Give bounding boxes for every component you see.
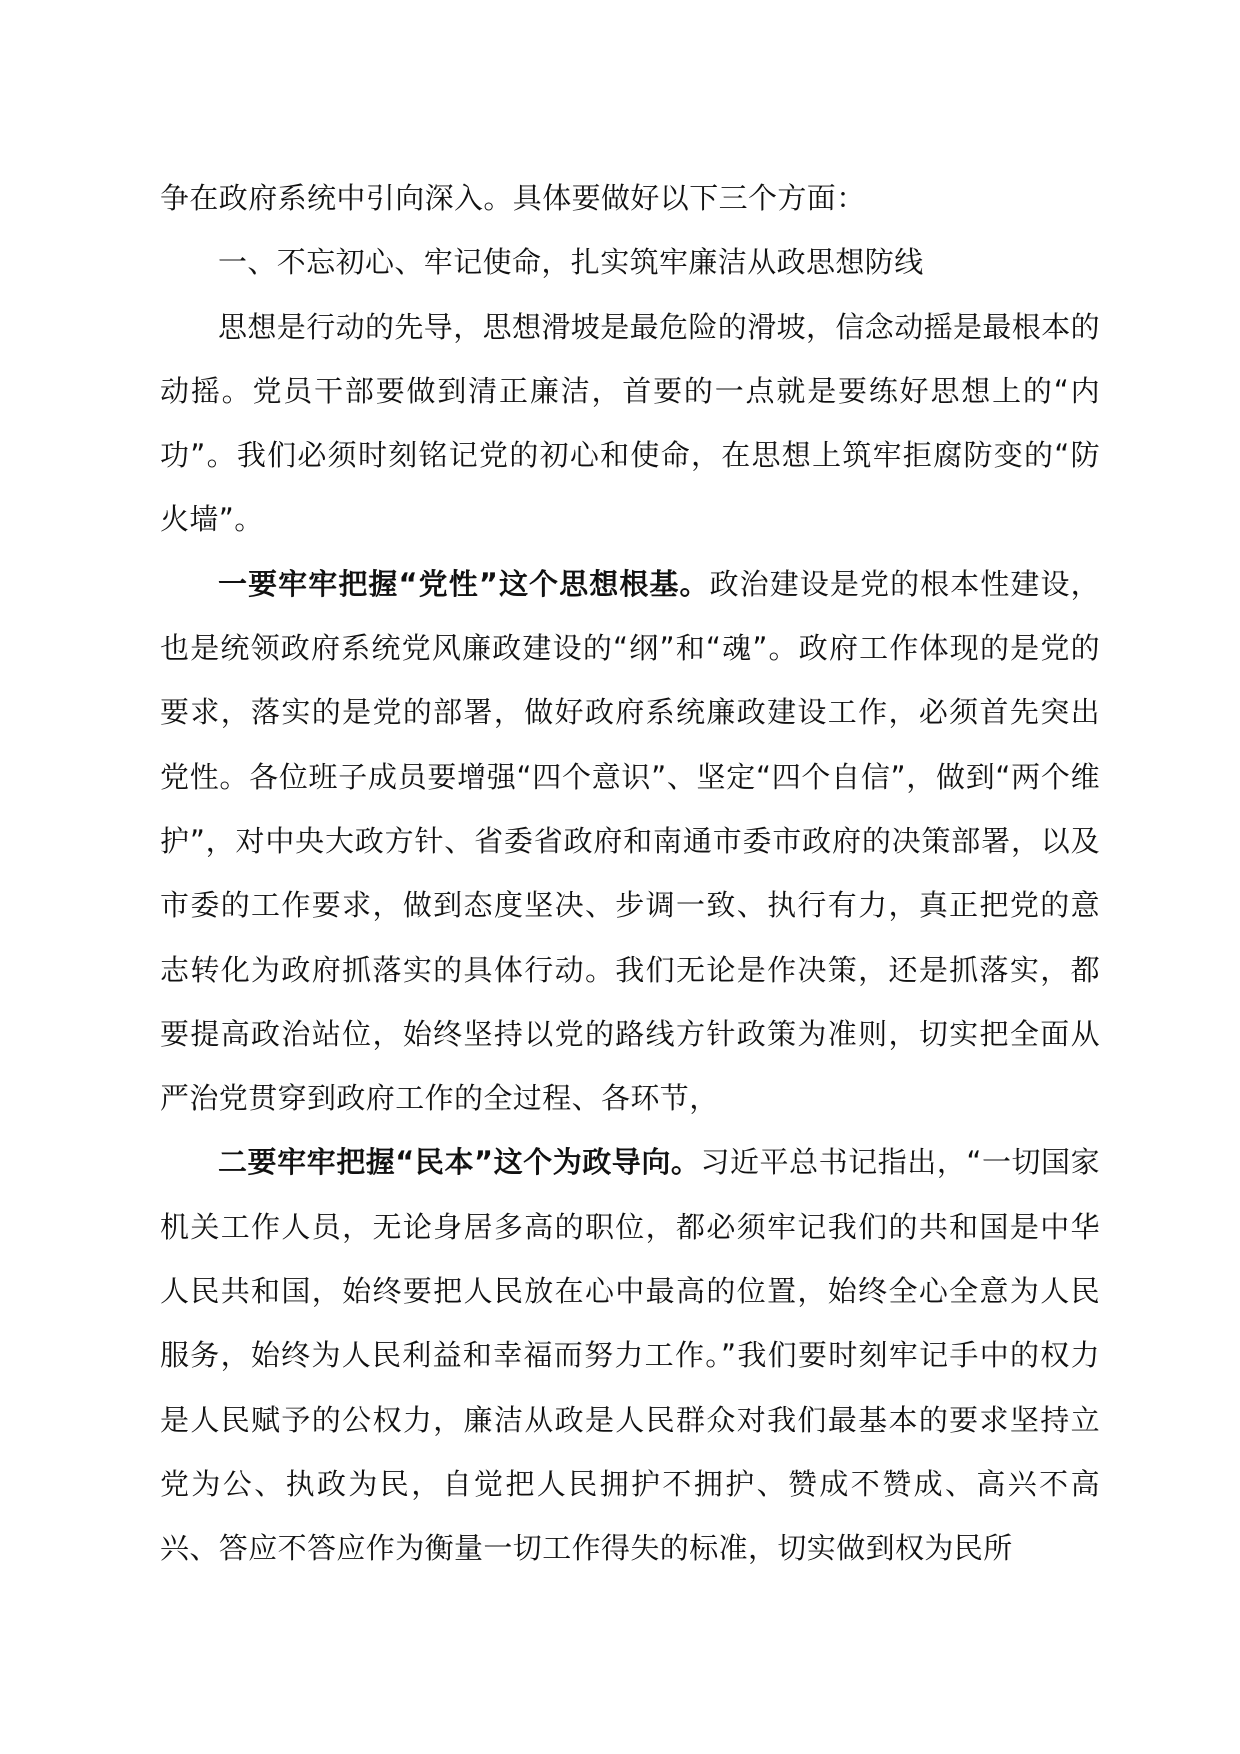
section-heading xyxy=(160,230,1100,294)
paragraph-point-two xyxy=(160,1130,1100,1580)
paragraph-lead-bold: 一要牢牢把握“党性”这个思想根基。 xyxy=(218,566,710,601)
paragraph-text: 争在政府系统中引向深入。具体要做好以下三个方面： xyxy=(160,181,866,215)
paragraph-continuation xyxy=(160,166,1100,230)
section-heading-text: 一、不忘初心、牢记使命，扎实筑牢廉洁从政思想防线 xyxy=(218,245,924,280)
paragraph-text: 习近平总书记指出，“一切国家机关工作人员，无论身居多高的职位，都必须牢记我们的共和国是中华人民共和国，始终要把人民放在心中最高的位置，始终全心全意为人民服务，始终为人民利益和幸福而努力工作。”我们要时刻牢记手中的权力是人民赋予的公权力，廉洁从政是人民群众对我们最基本的要求坚持立党为公、执政为民，自觉把人民拥护不拥护、赞成不赞成、高兴不高兴、答应不答应作为衡量一切工作得失的标准，切实做到权为民所 xyxy=(160,1145,1101,1566)
paragraph-intro xyxy=(160,295,1100,552)
paragraph-text: 思想是行动的先导，思想滑坡是最危险的滑坡，信念动摇是最根本的动摇。党员干部要做到清正廉洁，首要的一点就是要练好思想上的“内功”。我们必须时刻铭记党的初心和使命，在思想上筑牢拒腐防变的“防火墙”。 xyxy=(160,309,1101,537)
paragraph-text: 政治建设是党的根本性建设，也是统领政府系统党风廉政建设的“纲”和“魂”。政府工作体现的是党的要求，落实的是党的部署，做好政府系统廉政建设工作，必须首先突出党性。各位班子成员要增强“四个意识”、坚定“四个自信”，做到“两个维护”，对中央大政方针、省委省政府和南通市委市政府的决策部署，以及市委的工作要求，做到态度坚决、步调一致、执行有力，真正把党的意志转化为政府抓落实的具体行动。我们无论是作决策，还是抓落实，都要提高政治站位，始终坚持以党的路线方针政策为准则，切实把全面从严治党贯穿到政府工作的全过程、各环节， xyxy=(160,566,1101,1116)
paragraph-lead-bold: 二要牢牢把握“民本”这个为政导向。 xyxy=(218,1145,701,1180)
paragraph-point-one xyxy=(160,552,1100,1131)
document-body xyxy=(160,166,1100,1581)
